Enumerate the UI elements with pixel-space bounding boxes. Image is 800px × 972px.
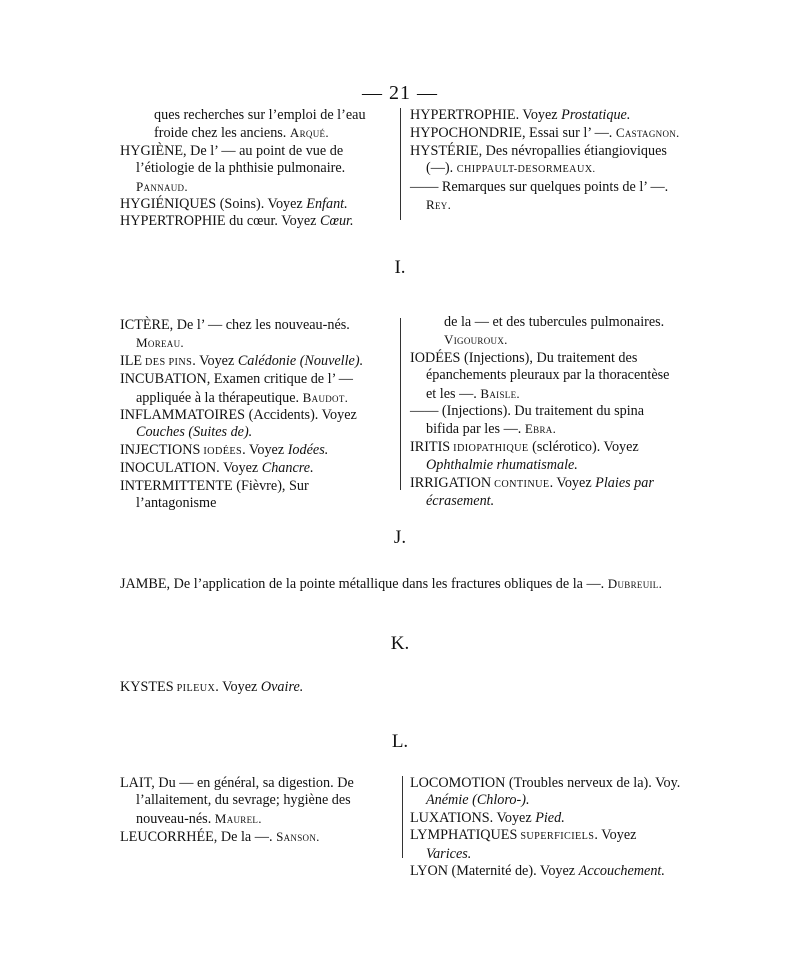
index-entry: ques recherches sur l’emploi de l’eau froide chez les anciens. Arqué. bbox=[154, 107, 366, 142]
column-divider bbox=[400, 108, 401, 220]
index-entry: —— (Injections). Du traitement du spina bifida par les —. Ebra. bbox=[410, 403, 645, 438]
index-entry: KYSTES PILEUX. Voyez Ovaire. bbox=[120, 679, 304, 695]
column-divider bbox=[400, 318, 401, 490]
index-entry: INTERMITTENTE (Fièvre), Sur l’antagonisme bbox=[120, 477, 309, 512]
index-entry: LOCOMOTION (Troubles nerveux de la). Voy. Anémie (Chloro-). bbox=[410, 775, 681, 809]
section-letter-i: I. bbox=[394, 257, 406, 278]
index-entry: IRRIGATION CONTINUE. Voyez Plaies par écrasement. bbox=[410, 474, 654, 510]
section-letter-j: J. bbox=[393, 527, 407, 548]
index-entry: LAIT, Du — en général, sa digestion. De l’allaitement, du sevrage; hygiène des nouveau-nés. Maurel. bbox=[120, 775, 354, 827]
index-entry: HYPERTROPHIE du cœur. Voyez Cœur. bbox=[120, 213, 354, 230]
index-entry: IRITIS IDIOPATHIQUE (sclérotico). Voyez Ophthalmie rhumatismale. bbox=[410, 438, 639, 474]
index-entry: JAMBE, De l’application de la pointe métallique dans les fractures obliques de la —. Dubreuil. bbox=[120, 576, 663, 592]
index-entry: ILE DES PINS. Voyez Calédonie (Nouvelle). bbox=[120, 352, 364, 369]
column-i-right bbox=[410, 314, 680, 510]
index-entry: de la — et des tubercules pulmonaires. Vigouroux. bbox=[444, 314, 665, 348]
index-entry: HYSTÉRIE, Des névropallies étiangioviques (—). CHIPPAULT-DESORMEAUX. bbox=[410, 142, 667, 177]
index-entry: INFLAMMATOIRES (Accidents). Voyez Couches (Suites de). bbox=[120, 407, 357, 441]
index-entry: HYGIÈNE, De l’ — au point de vue de l’étiologie de la phthisie pulmonaire. Pannaud. bbox=[120, 142, 346, 194]
index-entry: INCUBATION, Examen critique de l’ — appliquée à la thérapeutique. Baudot. bbox=[120, 371, 353, 406]
section-letter-l: L. bbox=[391, 731, 409, 752]
index-entry: HYPERTROPHIE. Voyez Prostatique. bbox=[410, 107, 631, 123]
column-h-right bbox=[410, 107, 680, 214]
index-entry: LYMPHATIQUES SUPERFICIELS. Voyez Varices. bbox=[410, 827, 637, 862]
index-entry: ICTÈRE, De l’ — chez les nouveau-nés. Moreau. bbox=[120, 317, 350, 351]
column-i-left bbox=[120, 317, 392, 512]
index-entry: HYPOCHONDRIE, Essai sur l’ —. Castagnon. bbox=[410, 125, 680, 142]
index-entry: INOCULATION. Voyez Chancre. bbox=[120, 460, 314, 477]
index-entry: —— Remarques sur quelques points de l’ —. Rey. bbox=[410, 178, 669, 213]
index-entry: HYGIÉNIQUES (Soins). Voyez Enfant. bbox=[120, 196, 348, 213]
column-h-left bbox=[120, 107, 390, 231]
index-entry: LUXATIONS. Voyez Pied. bbox=[410, 809, 565, 826]
column-l-left bbox=[120, 775, 392, 847]
column-divider bbox=[402, 776, 403, 858]
index-entry: IODÉES (Injections), Du traitement des épanchements pleuraux par la thoracentèse et les —. Baisle. bbox=[410, 349, 670, 402]
page-number: — 21 — bbox=[362, 82, 438, 104]
section-letter-k: K. bbox=[390, 633, 410, 654]
index-entry: LYON (Maternité de). Voyez Accouchement. bbox=[410, 863, 665, 880]
column-l-right bbox=[410, 775, 685, 880]
index-entry: INJECTIONS IODÉES. Voyez Iodées. bbox=[120, 441, 329, 458]
index-entry: LEUCORRHÉE, De la —. Sanson. bbox=[120, 829, 320, 846]
